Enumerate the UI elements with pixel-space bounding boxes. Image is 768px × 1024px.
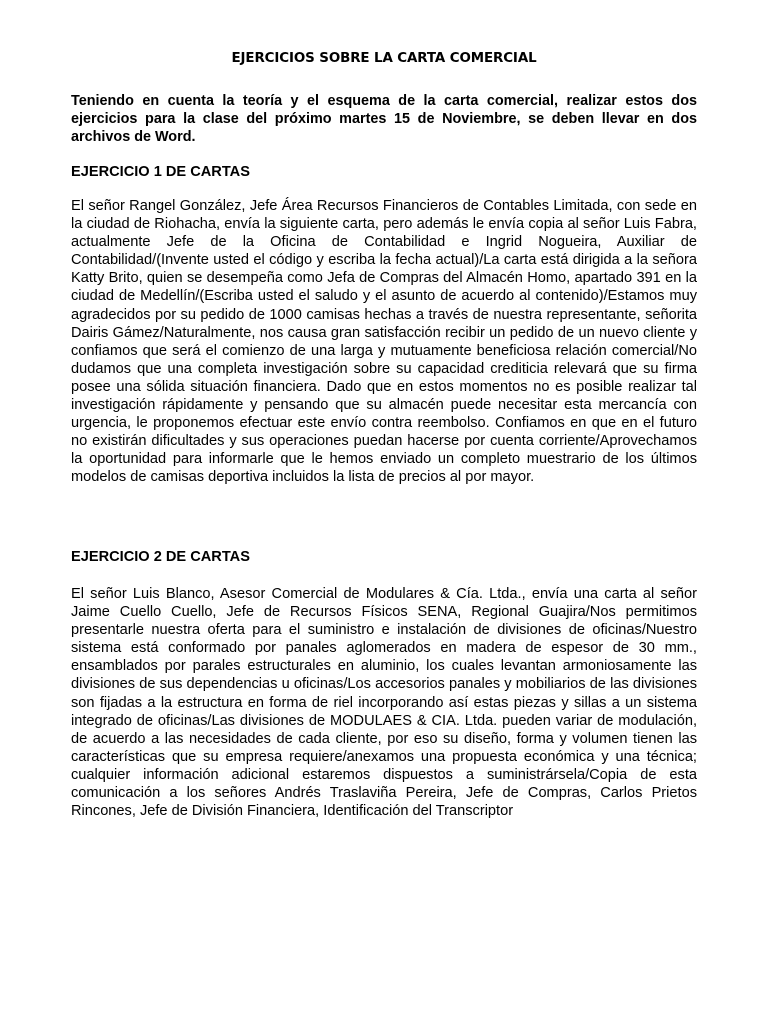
exercise-1-heading: EJERCICIO 1 DE CARTAS bbox=[71, 164, 250, 180]
exercise-1-body: El señor Rangel González, Jefe Área Recursos Financieros de Contables Limitada, con sede en la ciudad de Riohacha, envía la siguiente carta, pero además le envía copia al señor Luis Fabra, actualmente Jefe de la Oficina de Contabilidad e Ingrid Nogueira, Auxiliar de Contabilidad/(Invente usted el código y escriba la fecha actual)/La carta está dirigida a la señora Katty Brito, quien se desempeña como Jefa de Compras del Almacén Homo, apartado 391 en la ciudad de Medellín/(Escriba usted el saludo y el asunto de acuerdo al contenido)/Estamos muy agradecidos por su pedido de 1000 camisas hechas a través de nuestra representante, señorita Dairis Gámez/Naturalmente, nos causa gran satisfacción recibir un pedido de un nuevo cliente y confiamos que será el comienzo de una larga y mutuamente beneficiosa relación comercial/No dudamos que una completa investigación sobre su capacidad crediticia relevará que su firma posee una sólida situación financiera. Dado que en estos momentos no es posible realizar tal investigación rápidamente y pensando que su almacén puede necesitar esta mercancía con urgencia, le proponemos efectuar este envío contra reembolso. Confiamos en que en el futuro no existirán dificultades y sus operaciones puedan hacerse por cuenta corriente/Aprovechamos la oportunidad para informarle que le hemos enviado un completo muestrario de los últimos modelos de camisas deportiva incluidos la lista de precios al por mayor. bbox=[71, 198, 697, 486]
exercise-2-heading: EJERCICIO 2 DE CARTAS bbox=[71, 549, 250, 565]
exercise-2-body: El señor Luis Blanco, Asesor Comercial de Modulares & Cía. Ltda., envía una carta al señor Jaime Cuello Cuello, Jefe de Recursos Físicos SENA, Regional Guajira/Nos permitimos presentarle nuestra oferta para el suministro e instalación de divisiones de oficinas/Nuestro sistema está conformado por panales aglomerados en madera de espesor de 30 mm., ensamblados por parales estructurales en aluminio, los cuales levantan armoniosamente las divisiones de sus dependencias u oficinas/Los accesorios panales y mobiliarios de las divisiones son fijadas a la estructura en forma de riel incorporando así estas piezas y sillas a un sistema integrado de oficinas/Las divisiones de MODULAES & CIA. Ltda. pueden variar de modulación, de acuerdo a las necesidades de cada cliente, por eso su diseño, forma y volumen tienen las características que su empresa requiere/anexamos una propuesta económica y una técnica; cualquier información adicional estaremos dispuestos a suministrársela/Copia de esta comunicación a los señores Andrés Traslaviña Pereira, Jefe de Compras, Carlos Prietos Rincones, Jefe de División Financiera, Identificación del Transcriptor bbox=[71, 586, 697, 820]
document-title: EJERCICIOS SOBRE LA CARTA COMERCIAL bbox=[231, 51, 537, 66]
intro-paragraph: Teniendo en cuenta la teoría y el esquema de la carta comercial, realizar estos dos ejercicios para la clase del próximo martes 15 de Noviembre, se deben llevar en dos archivos de Word. bbox=[71, 93, 697, 145]
